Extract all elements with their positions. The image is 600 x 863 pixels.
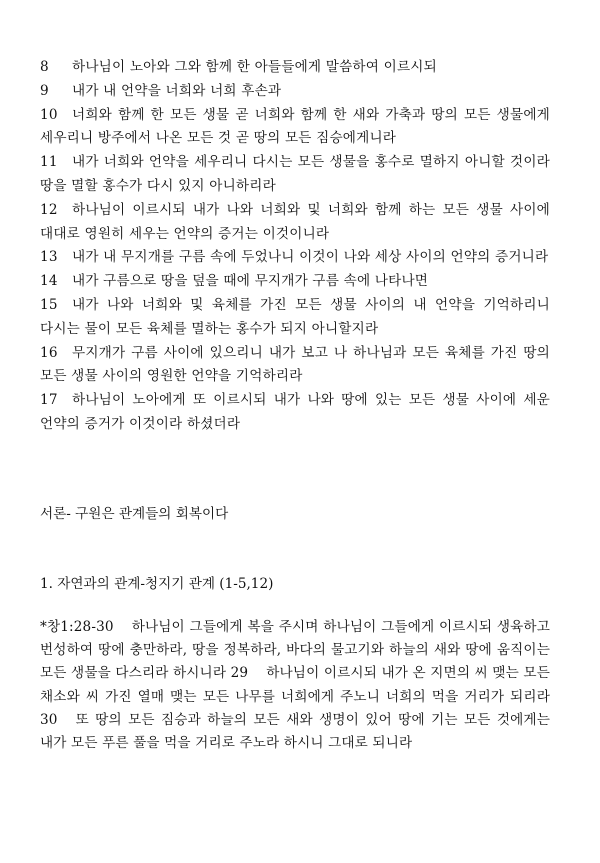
document-page [40, 56, 550, 752]
quote-verse-number: 29 [230, 665, 249, 682]
subsection-title: 1. 자연과의 관계-청지기 관계 (1-5,12) [40, 576, 274, 592]
verse-9 [40, 80, 550, 104]
verse-text: 내가 내 무지개를 구름 속에 두었나니 이것이 나와 세상 사이의 언약의 증거니라 [72, 249, 549, 266]
section-title: 서론- 구원은 관계들의 회복이다 [40, 506, 229, 522]
verse-text: 내가 너희와 언약을 세우리니 다시는 모든 생물을 홍수로 멸하지 아니할 것이라 땅을 멸할 홍수가 다시 있지 아니하리라 [40, 154, 550, 194]
verse-11 [40, 151, 550, 199]
verse-8 [40, 56, 550, 80]
verse-text: 하나님이 노아에게 또 이르시되 내가 나와 땅에 있는 모든 생물 사이에 세운 언약의 증거가 이것이라 하셨더라 [40, 392, 550, 432]
quote-text-28: 하나님이 그들에게 복을 주시며 하나님이 그들에게 이르시되 생육하고 번성하여 땅에 충만하라, 땅을 정복하라, 바다의 물고기와 하늘의 새와 땅에 움직이는 모든 생물을 다스리라 하시니라 [40, 619, 550, 682]
verse-text: 하나님이 노아와 그와 함께 한 아들들에게 말씀하여 이르시되 [72, 59, 437, 75]
verse-list [40, 56, 550, 437]
verse-14 [40, 270, 550, 294]
quote-text-29: 하나님이 이르시되 내가 온 지면의 씨 맺는 모든 채소와 씨 가진 열매 맺는 모든 나무를 너희에게 주노니 너희의 먹을 거리가 되리라 [40, 665, 550, 705]
verse-number: 9 [40, 82, 49, 99]
quote-text-30: 또 땅의 모든 짐승과 하늘의 모든 새와 생명이 있어 땅에 기는 모든 것에게는 내가 모든 푸른 풀을 먹을 거리로 주노라 하시니 그대로 되니라 [40, 711, 550, 752]
verse-number: 12 [40, 201, 58, 218]
verse-text: 너희와 함께 한 모든 생물 곧 너희와 함께 한 새와 가축과 땅의 모든 생물에게 세우리니 방주에서 나온 모든 것 곧 땅의 모든 짐승에게니라 [40, 106, 550, 147]
verse-number: 11 [40, 154, 58, 171]
verse-16 [40, 342, 550, 390]
quote-verse-number: 30 [40, 711, 58, 728]
verse-text: 내가 나와 너희와 및 육체를 가진 모든 생물 사이의 내 언약을 기억하리니 다시는 물이 모든 육체를 멸하는 홍수가 되지 아니할지라 [40, 296, 550, 337]
verse-12 [40, 199, 550, 247]
verse-number: 14 [40, 273, 58, 290]
verse-15 [40, 294, 550, 342]
verse-number: 16 [40, 344, 58, 361]
verse-text: 내가 구름으로 땅을 덮을 때에 무지개가 구름 속에 나타나면 [72, 273, 429, 290]
verse-number: 10 [40, 106, 58, 123]
verse-text: 내가 내 언약을 너희와 너희 후손과 [72, 82, 282, 99]
verse-13 [40, 246, 550, 270]
verse-10 [40, 104, 550, 152]
verse-number: 17 [40, 392, 58, 409]
verse-17 [40, 389, 550, 437]
quote-reference: *창1:28-30 [40, 619, 114, 635]
verse-number: 8 [40, 59, 49, 75]
verse-text: 무지개가 구름 사이에 있으리니 내가 보고 나 하나님과 모든 육체를 가진 땅의 모든 생물 사이의 영원한 언약을 기억하리라 [40, 344, 550, 385]
scripture-quote [40, 616, 550, 755]
verse-number: 15 [40, 296, 58, 313]
verse-number: 13 [40, 249, 58, 266]
verse-text: 하나님이 이르시되 내가 나와 너희와 및 너희와 함께 하는 모든 생물 사이에 대대로 영원히 세우는 언약의 증거는 이것이니라 [40, 201, 550, 242]
